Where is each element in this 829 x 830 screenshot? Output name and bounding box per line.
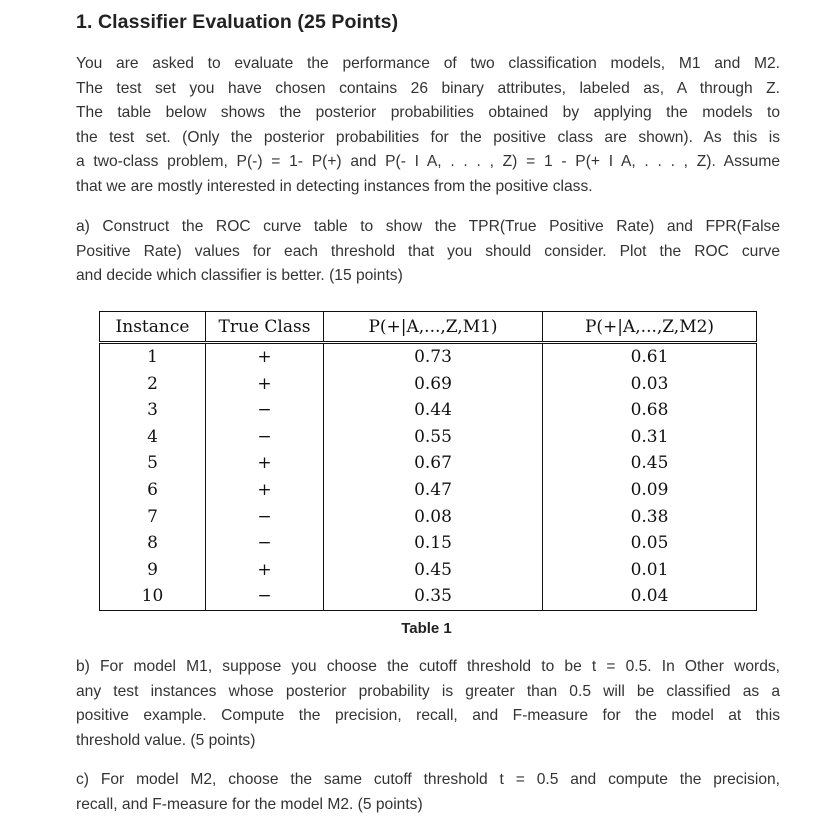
question-title: 1. Classifier Evaluation (25 Points)	[76, 11, 399, 33]
cell-p-m1: 0.15	[324, 530, 543, 557]
header-instance: Instance	[100, 312, 206, 343]
cell-p-m2: 0.01	[543, 557, 757, 584]
cell-instance: 10	[100, 583, 206, 610]
cell-p-m2: 0.45	[543, 450, 757, 477]
intro-line: You are asked to evaluate the performance of two classification models, M1 and M2.	[76, 55, 780, 72]
cell-true-class: −	[206, 583, 324, 610]
cell-p-m1: 0.44	[324, 397, 543, 424]
table-row	[100, 397, 757, 424]
cell-instance: 8	[100, 530, 206, 557]
intro-line: a two-class problem, P(-) = 1- P(+) and P(- I A, . . . , Z) = 1 - P(+ I A, . . . , Z). Assume	[76, 153, 780, 170]
cell-true-class: −	[206, 530, 324, 557]
part-c-line: recall, and F-measure for the model M2. (5 points)	[76, 795, 423, 813]
table-header-row	[100, 312, 757, 343]
part-b-line: threshold value. (5 points)	[76, 731, 256, 749]
intro-paragraph	[76, 52, 780, 199]
header-true-class: True Class	[206, 312, 324, 343]
cell-true-class: +	[206, 450, 324, 477]
cell-p-m2: 0.09	[543, 477, 757, 504]
part-c-line: c) For model M2, choose the same cutoff threshold t = 0.5 and compute the precision,	[76, 771, 780, 788]
cell-instance: 9	[100, 557, 206, 584]
table-row	[100, 371, 757, 398]
table-row	[100, 557, 757, 584]
cell-p-m1: 0.73	[324, 343, 543, 371]
table-row	[100, 504, 757, 531]
cell-p-m2: 0.38	[543, 504, 757, 531]
cell-p-m1: 0.45	[324, 557, 543, 584]
part-c-paragraph	[76, 768, 780, 817]
cell-instance: 4	[100, 424, 206, 451]
header-p-m2: P(+|A,...,Z,M2)	[543, 312, 757, 343]
cell-p-m1: 0.69	[324, 371, 543, 398]
intro-line: The table below shows the posterior probabilities obtained by applying the models to	[76, 104, 780, 121]
part-b-paragraph	[76, 655, 780, 753]
cell-instance: 3	[100, 397, 206, 424]
cell-true-class: +	[206, 557, 324, 584]
part-b-line: b) For model M1, suppose you choose the cutoff threshold to be t = 0.5. In Other words,	[76, 658, 780, 675]
intro-line: the test set. (Only the posterior probabilities for the positive class are shown). As this is	[76, 128, 780, 146]
part-b-line: any test instances whose posterior probability is greater than 0.5 will be classified as a	[76, 682, 780, 700]
cell-true-class: −	[206, 397, 324, 424]
posterior-table	[99, 311, 757, 611]
part-a-line: Positive Rate) values for each threshold that you should consider. Plot the ROC curve	[76, 242, 780, 260]
cell-true-class: −	[206, 424, 324, 451]
table-caption: Table 1	[401, 620, 452, 637]
part-a-line: and decide which classifier is better. (15 points)	[76, 267, 403, 284]
header-p-m1: P(+|A,...,Z,M1)	[324, 312, 543, 343]
intro-line: that we are mostly interested in detecting instances from the positive class.	[76, 177, 593, 195]
cell-true-class: +	[206, 477, 324, 504]
part-b-line: positive example. Compute the precision, recall, and F-measure for the model at this	[76, 707, 780, 724]
part-a-paragraph	[76, 215, 780, 289]
cell-p-m2: 0.04	[543, 583, 757, 610]
cell-p-m1: 0.35	[324, 583, 543, 610]
cell-instance: 2	[100, 371, 206, 398]
table-row	[100, 343, 757, 371]
cell-instance: 5	[100, 450, 206, 477]
cell-instance: 1	[100, 343, 206, 371]
cell-p-m2: 0.05	[543, 530, 757, 557]
cell-p-m1: 0.47	[324, 477, 543, 504]
cell-p-m2: 0.68	[543, 397, 757, 424]
cell-p-m1: 0.55	[324, 424, 543, 451]
intro-line: The test set you have chosen contains 26 binary attributes, labeled as, A through Z.	[76, 79, 780, 97]
cell-true-class: +	[206, 371, 324, 398]
cell-p-m2: 0.61	[543, 343, 757, 371]
cell-true-class: +	[206, 343, 324, 371]
cell-instance: 6	[100, 477, 206, 504]
cell-true-class: −	[206, 504, 324, 531]
cell-p-m1: 0.67	[324, 450, 543, 477]
table-row	[100, 450, 757, 477]
cell-p-m2: 0.03	[543, 371, 757, 398]
table-row	[100, 424, 757, 451]
cell-p-m1: 0.08	[324, 504, 543, 531]
table-row	[100, 477, 757, 504]
table-row	[100, 583, 757, 610]
cell-p-m2: 0.31	[543, 424, 757, 451]
part-a-line: a) Construct the ROC curve table to show the TPR(True Positive Rate) and FPR(False	[76, 218, 780, 235]
table-row	[100, 530, 757, 557]
cell-instance: 7	[100, 504, 206, 531]
